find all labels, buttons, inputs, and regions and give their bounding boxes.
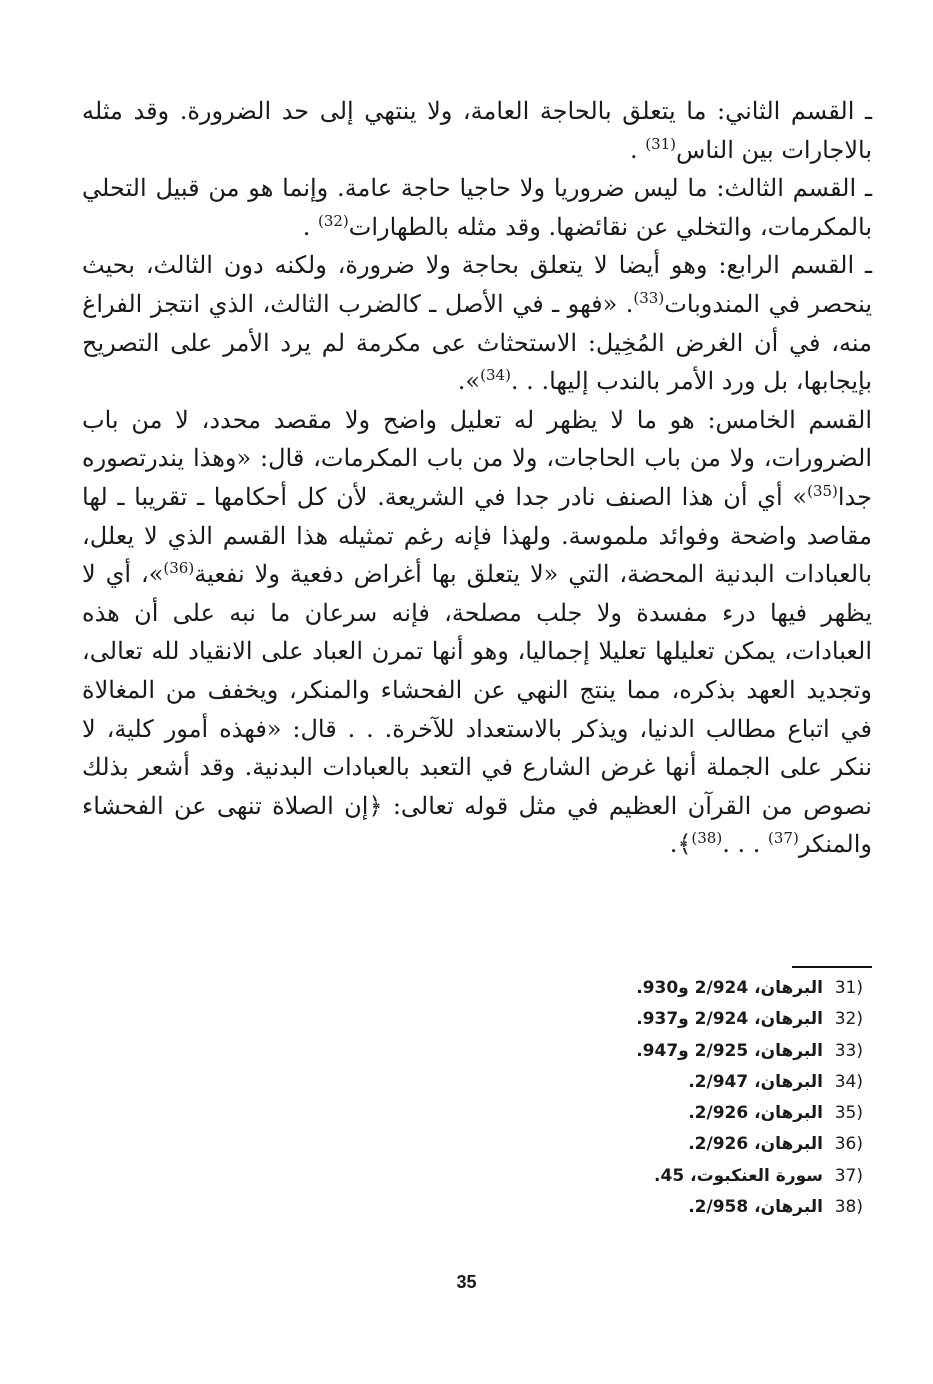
footnote-ref-33[interactable]: (33) <box>633 288 665 307</box>
footnote-item <box>343 1004 863 1035</box>
footnote-number: 33) <box>834 1040 863 1061</box>
paragraph-section-four: ـ القسم الرابع: وهو أيضا لا يتعلق بحاجة ولا ضرورة، ولكنه دون الثالث، بحيث ينحصر في المندوبات$^{(33)}$. «فهو ـ في الأصل ـ كالضرب الثالث، الذي انتجز الفراغ منه، في أن الغرض المُخِيل: الاستحثاث عى مكرمة لم يرد الأمر على التصريح بإيجابها، بل ورد الأمر بالندب إليها. . .$^{(34)}$». <box>82 251 872 396</box>
footnote-item <box>343 1192 863 1223</box>
footnote-text: البرهان، 2/924 و937. <box>636 1009 823 1030</box>
footnote-number: 37) <box>834 1165 863 1186</box>
footnote-item <box>343 1129 863 1160</box>
footnote-text: البرهان، 2/926. <box>688 1134 823 1155</box>
paragraph-section-two: ـ القسم الثاني: ما يتعلق بالحاجة العامة، ولا ينتهي إلى حد الضرورة. وقد مثله بالاجارات بين الناس$^{(31)}$ . <box>82 97 872 164</box>
footnote-text: البرهان، 2/924 و930. <box>636 978 823 998</box>
footnote-item <box>343 1036 863 1067</box>
footnote-item <box>343 973 863 1004</box>
footnote-ref-31[interactable]: (31) <box>645 134 677 153</box>
footnote-text: البرهان، 2/947. <box>688 1071 823 1092</box>
footnote-text: البرهان، 2/925 و947. <box>636 1040 823 1061</box>
paragraph-section-three: ـ القسم الثالث: ما ليس ضروريا ولا حاجيا حاجة عامة. وإنما هو من قبيل التحلي بالمكرمات، والتخلي عن نقائضها. وقد مثله بالطهارات$^{(32)}$ . <box>82 174 872 241</box>
footnote-item <box>343 1098 863 1129</box>
footnote-number: 32) <box>834 1009 863 1030</box>
footnote-number: 34) <box>834 1071 863 1092</box>
footnote-text: البرهان، 2/926. <box>688 1103 823 1124</box>
main-text <box>82 92 872 864</box>
paragraph-section-five: القسم الخامس: هو ما لا يظهر له تعليل واضح ولا مقصد محدد، لا من باب الضرورات، ولا من باب الحاجات، ولا من باب المكرمات، قال: «وهذا يندرتصوره جدا$^{(35)}$» أي أن هذا الصنف نادر جدا في الشريعة. لأن كل أحكامها ـ تقريبا ـ لها مقاصد واضحة وفوائد ملموسة. ولهذا فإنه رغم تمثيله هذا القسم الذي لا يعلل، بالعبادات البدنية المحضة، التي «لا يتعلق بها أغراض دفعية ولا نفعية$^{(36)}$»، أي لا يظهر فيها درء مفسدة ولا جلب مصلحة، فإنه سرعان ما نبه على أن هذه العبادات، يمكن تعليلها تعليلا إجماليا، وهو أنها تمرن العباد على الانقياد لله تعالى، وتجديد العهد بذكره، مما ينتج النهي عن الفحشاء والمنكر، ويخفف من المغالاة في اتباع مطالب الدنيا، ويذكر بالاستعداد للآخرة. . . قال: «فهذه أمور كلية، لا ننكر على الجملة أنها غرض الشارع في التعبد بالعبادات البدنية. وقد أشعر بذلك نصوص من القرآن العظيم في مثل قوله تعالى: ﴿إن الصلاة تنهى عن الفحشاء والمنكر$^{(37)}$ . . .$^{(38)}$﴾. <box>82 405 873 859</box>
footnotes-list <box>343 973 863 1223</box>
footnote-number: 38) <box>834 1197 863 1218</box>
footnote-number: 31) <box>834 978 863 998</box>
footnote-item <box>343 1161 863 1192</box>
footnote-number: 36) <box>834 1134 863 1155</box>
footnote-ref-35[interactable]: (35) <box>807 481 838 500</box>
footnote-ref-32[interactable]: (32) <box>317 211 349 230</box>
footnote-number: 35) <box>834 1103 863 1124</box>
footnote-text: البرهان، 2/958. <box>688 1197 823 1218</box>
footnote-ref-34[interactable]: (34) <box>480 366 511 385</box>
footnote-item <box>343 1067 863 1098</box>
footnote-ref-38[interactable]: (38) <box>691 829 723 848</box>
footnote-text: سورة العنكبوت، 45. <box>654 1165 823 1186</box>
footnote-separator <box>792 966 872 968</box>
footnote-ref-37[interactable]: (37) <box>768 829 799 848</box>
page-number: 35 <box>456 1272 477 1292</box>
footnote-ref-36[interactable]: (36) <box>163 559 195 578</box>
